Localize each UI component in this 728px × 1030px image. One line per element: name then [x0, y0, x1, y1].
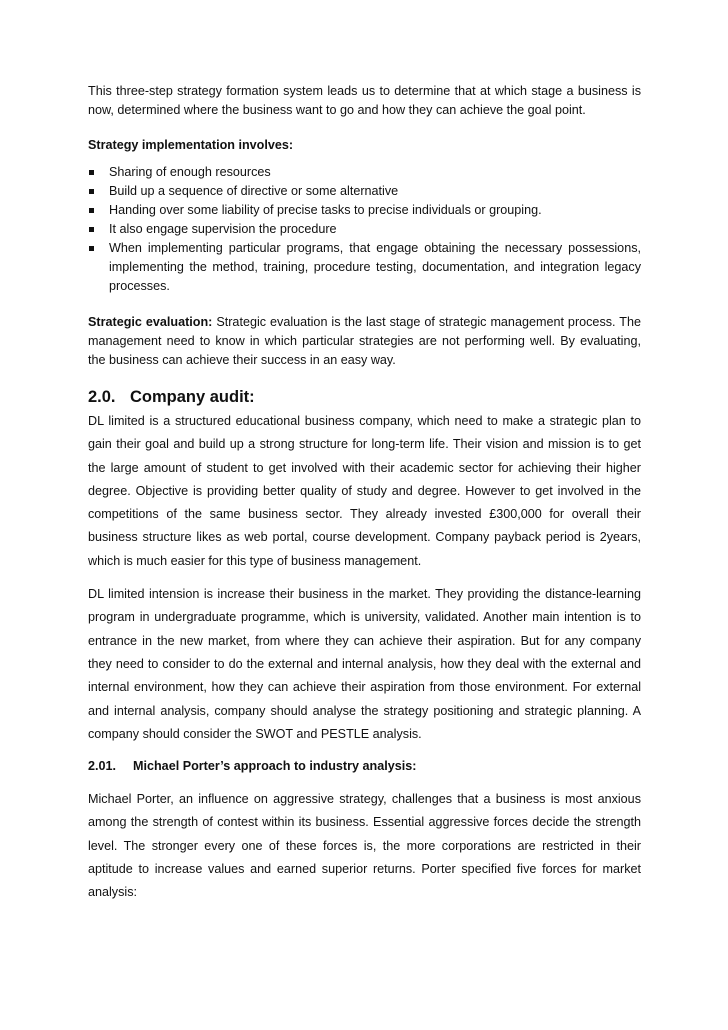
list-item-text: Handing over some liability of precise tasks to precise individuals or grouping. — [109, 203, 542, 217]
audit-paragraph-1: DL limited is a structured educational business company, which need to make a strategic plan to gain their goal and build up a strong structure for long-term life. Their vision and mission is to get the large amount of student to get involved with their academic sector for achieving their higher degree. Objective is providing better quality of study and degree. However to get involved in the competitions of the same business sector. They already invested £300,000 for overall their business structure likes as web portal, course development. Company payback period is 2years, which is much easier for this type of business management. — [88, 414, 641, 568]
list-item — [88, 239, 641, 296]
section-heading — [88, 387, 641, 408]
list-item — [88, 220, 641, 239]
evaluation-paragraph — [88, 313, 641, 370]
section-title: Company audit: — [130, 388, 255, 406]
list-item-text: When implementing particular programs, that engage obtaining the necessary possessions, implementing the method, training, procedure testing, documentation, and integration legacy processes. — [109, 241, 641, 293]
subsection-number: 2.01. — [88, 759, 117, 774]
list-item — [88, 201, 641, 220]
implementation-list — [88, 163, 641, 296]
list-item-text: Build up a sequence of directive or some alternative — [109, 184, 399, 198]
subsection-heading — [88, 757, 641, 776]
section-number: 2.0. — [88, 388, 116, 406]
evaluation-text: Strategic evaluation is the last stage of strategic management process. The management need to know in which particular strategies are not performing well. By evaluating, the business can achieve their success in an easy way. — [88, 315, 641, 367]
square-bullet-icon — [89, 246, 94, 251]
list-item — [88, 182, 641, 201]
document-page — [88, 82, 641, 905]
list-item-text: It also engage supervision the procedure — [109, 222, 337, 236]
square-bullet-icon — [89, 208, 94, 213]
implementation-heading: Strategy implementation involves: — [88, 138, 294, 152]
square-bullet-icon — [89, 170, 94, 175]
square-bullet-icon — [89, 189, 94, 194]
audit-paragraph-2: DL limited intension is increase their business in the market. They providing the distance-learning program in undergraduate programme, which is university, validated. Another main intention is to entrance in the new market, from where they can achieve their aspiration. But for any company they need to consider to do the external and internal analysis, how they deal with the external and internal environment, how they can achieve their aspiration from those environment. For external and internal analysis, company should analyse the strategy positioning and strategic planning. A company should consider the SWOT and PESTLE analysis. — [88, 587, 641, 741]
evaluation-label: Strategic evaluation: — [88, 315, 213, 329]
list-item — [88, 163, 641, 182]
porter-paragraph: Michael Porter, an influence on aggressive strategy, challenges that a business is most anxious among the strength of contest within its business. Essential aggressive forces decide the strength level. The stronger every one of these forces is, the more corporations are restricted in their aptitude to increase values and earned superior returns. Porter specified five forces for market analysis: — [88, 792, 641, 900]
intro-paragraph: This three-step strategy formation system leads us to determine that at which stage a business is now, determined where the business want to go and how they can achieve the goal point. — [88, 84, 641, 117]
subsection-title: Michael Porter’s approach to industry analysis: — [133, 759, 417, 774]
list-item-text: Sharing of enough resources — [109, 165, 271, 179]
square-bullet-icon — [89, 227, 94, 232]
